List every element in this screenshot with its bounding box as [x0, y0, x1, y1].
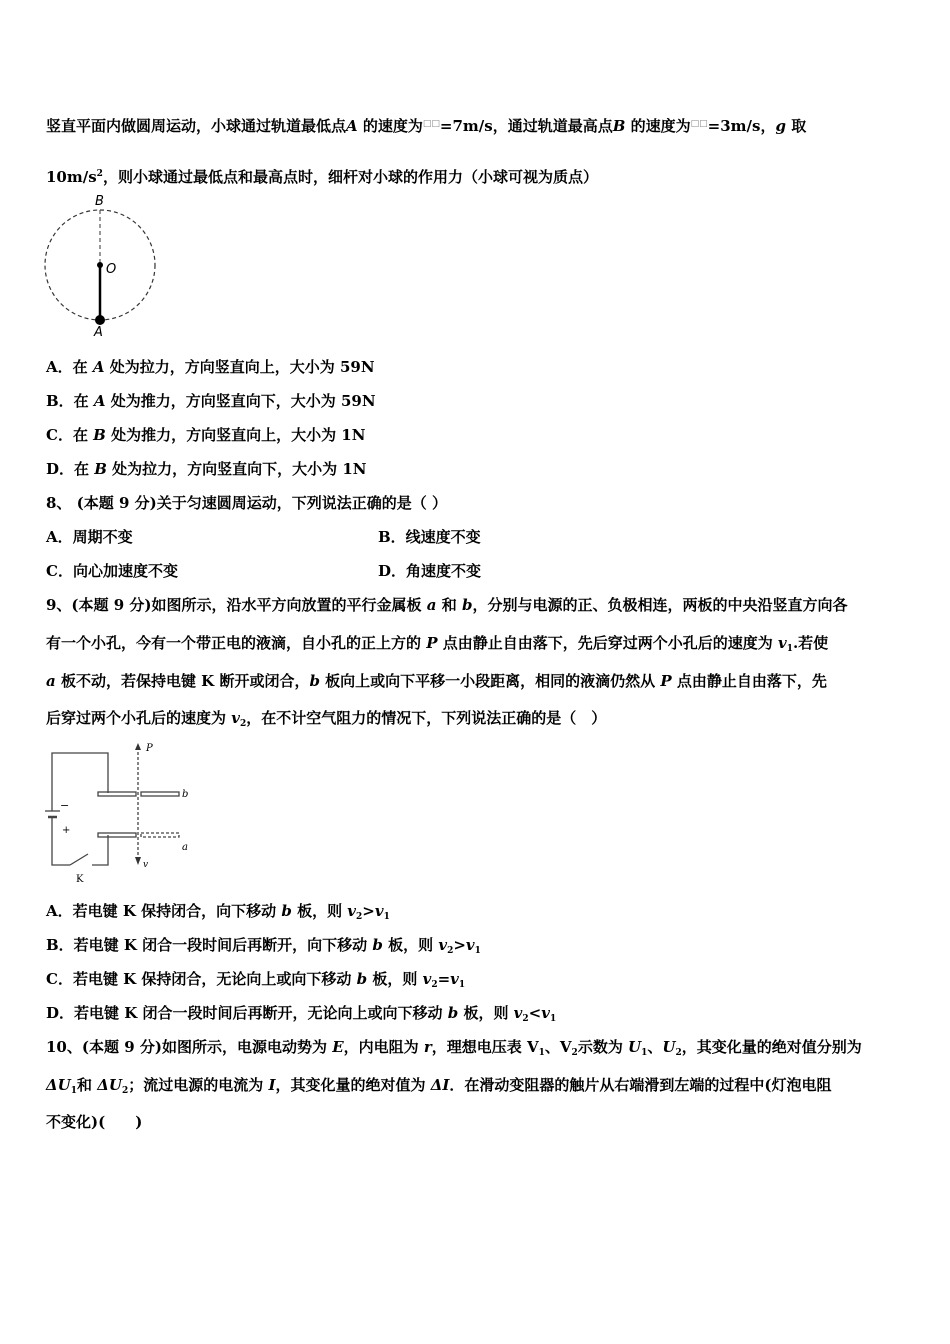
- text-segment: 示数为: [577, 1038, 629, 1056]
- text-segment: ，内电阻为: [343, 1038, 424, 1056]
- text-segment: 1: [474, 946, 481, 956]
- text-segment: A: [93, 392, 106, 410]
- text-segment: =7m/s，通过轨道最高点: [439, 117, 613, 135]
- text-segment: 和: [77, 1076, 98, 1094]
- text-segment: =3m/s，: [707, 117, 776, 135]
- text-line: [46, 595, 847, 615]
- text-line: [46, 708, 606, 734]
- text-segment: v: [450, 970, 459, 988]
- text-line: [46, 425, 365, 445]
- label-p: P: [146, 743, 153, 754]
- label-v: v: [143, 860, 149, 870]
- text-segment: A．周期不变: [46, 528, 133, 546]
- text-segment: ΔI: [430, 1076, 450, 1094]
- text-segment: ；流过电源的电流为: [128, 1076, 269, 1094]
- text-segment: ，其变化量的绝对值分别为: [681, 1038, 862, 1056]
- text-line: [46, 527, 133, 547]
- text-line: [46, 164, 598, 187]
- text-segment: 2: [447, 946, 454, 956]
- text-segment: 处为推力，方向竖直向上，大小为 1N: [105, 426, 366, 444]
- text-segment: 2: [431, 980, 438, 990]
- text-segment: 2: [675, 1048, 682, 1058]
- text-segment: 点由静止自由落下，先: [671, 672, 827, 690]
- text-line: [46, 935, 481, 961]
- text-segment: A．在: [46, 358, 93, 376]
- text-segment: 和: [436, 596, 462, 614]
- text-segment: v: [541, 1004, 550, 1022]
- text-segment: 板不动，若保持电键 K 断开或闭合，: [55, 672, 310, 690]
- text-segment: 9、(本题 9 分)如图所示，沿水平方向放置的平行金属板: [46, 596, 427, 614]
- text-segment: b: [281, 902, 292, 920]
- text-segment: 的速度为: [357, 117, 423, 135]
- text-segment: v: [231, 709, 240, 727]
- text-segment: b: [356, 970, 368, 988]
- text-segment: 有一个小孔，今有一个带正电的液滴，自小孔的正上方的: [46, 634, 427, 652]
- text-segment: B．线速度不变: [378, 528, 481, 546]
- text-segment: E: [332, 1038, 344, 1056]
- text-segment: 1: [641, 1048, 648, 1058]
- text-line: [46, 633, 828, 659]
- text-segment: ΔU: [46, 1076, 71, 1094]
- text-segment: 、: [647, 1038, 663, 1056]
- text-line: [46, 391, 376, 411]
- text-segment: >: [453, 936, 466, 954]
- text-segment: v: [513, 1004, 523, 1022]
- text-segment: B: [612, 117, 626, 135]
- text-segment: 板向上或向下平移一小段距离，相同的液滴仍然从: [319, 672, 661, 690]
- label-minus: −: [60, 799, 70, 812]
- text-segment: 8、 (本题 9 分)关于匀速圆周运动，下列说法正确的是（ ）: [46, 494, 447, 512]
- text-segment: 10m/s: [46, 168, 97, 186]
- text-segment: v: [347, 902, 357, 920]
- text-line: [46, 901, 390, 927]
- label-a: A: [94, 325, 103, 337]
- text-segment: 2: [356, 912, 363, 922]
- text-segment: 1: [786, 644, 793, 654]
- text-segment: P: [426, 634, 438, 652]
- text-segment: ΔU: [97, 1076, 122, 1094]
- text-segment: b: [447, 1004, 459, 1022]
- text-segment: 处为推力，方向竖直向下，大小为 59N: [105, 392, 376, 410]
- text-segment: 不变化)( ): [46, 1113, 143, 1131]
- text-segment: □□: [690, 119, 708, 129]
- text-segment: 1: [538, 1048, 545, 1058]
- text-segment: A: [346, 117, 358, 135]
- text-line: [46, 671, 827, 691]
- label-o: O: [106, 262, 117, 277]
- text-line: [46, 1112, 142, 1132]
- text-segment: 板，则: [382, 936, 439, 954]
- text-segment: 处为拉力，方向竖直向上，大小为 59N: [104, 358, 375, 376]
- text-segment: A: [92, 358, 105, 376]
- circle-motion-figure: [40, 192, 170, 337]
- label-a-plate: a: [182, 842, 188, 853]
- text-segment: 处为拉力，方向竖直向下，大小为 1N: [106, 460, 367, 478]
- text-segment: v: [438, 936, 448, 954]
- text-segment: A．若电键 K 保持闭合，向下移动: [46, 902, 282, 920]
- text-segment: v: [465, 936, 475, 954]
- text-segment: .若使: [792, 634, 829, 652]
- text-segment: 2: [121, 1086, 129, 1096]
- text-segment: b: [372, 936, 383, 954]
- text-segment: 后穿过两个小孔后的速度为: [46, 709, 232, 727]
- text-segment: <: [528, 1004, 542, 1022]
- text-segment: 1: [383, 912, 390, 922]
- text-line: [46, 1075, 832, 1101]
- text-line: [378, 527, 481, 547]
- text-segment: 点由静止自由落下，先后穿过两个小孔后的速度为: [437, 634, 778, 652]
- text-segment: D．角速度不变: [378, 562, 482, 580]
- text-segment: B: [94, 460, 107, 478]
- label-plus: +: [62, 825, 71, 836]
- text-segment: b: [309, 672, 320, 690]
- text-segment: 1: [70, 1086, 77, 1096]
- text-line: [46, 357, 375, 377]
- text-line: [46, 459, 367, 479]
- text-segment: a: [426, 596, 437, 614]
- text-segment: 取: [785, 117, 807, 135]
- text-segment: 1: [549, 1014, 557, 1024]
- text-segment: b: [461, 596, 473, 614]
- text-segment: 1: [458, 980, 466, 990]
- label-b: B: [95, 194, 104, 209]
- text-segment: 板，则: [367, 970, 423, 988]
- text-segment: ，则小球通过最低点和最高点时，细杆对小球的作用力（小球可视为质点）: [102, 168, 598, 186]
- text-segment: D．在: [46, 460, 95, 478]
- text-segment: D．若电键 K 闭合一段时间后再断开，无论向上或向下移动: [46, 1004, 448, 1022]
- text-segment: P: [660, 672, 672, 690]
- text-segment: ，分别与电源的正、负极相连，两板的中央沿竖直方向各: [472, 596, 848, 614]
- text-segment: B: [93, 426, 106, 444]
- text-segment: v: [777, 634, 787, 652]
- text-segment: B．若电键 K 闭合一段时间后再断开，向下移动: [46, 936, 373, 954]
- text-segment: a: [46, 672, 56, 690]
- text-segment: >: [362, 902, 375, 920]
- text-line: [46, 114, 806, 136]
- text-segment: U: [662, 1038, 676, 1056]
- text-segment: v: [422, 970, 432, 988]
- label-k: K: [76, 874, 84, 885]
- text-segment: ，在不计空气阻力的情况下，下列说法正确的是（ ）: [246, 709, 607, 727]
- text-segment: 板，则: [291, 902, 348, 920]
- text-segment: ，理想电压表 V: [431, 1038, 539, 1056]
- text-segment: C．在: [46, 426, 94, 444]
- text-segment: =: [437, 970, 451, 988]
- text-line: [46, 1037, 862, 1063]
- text-segment: □□: [422, 119, 440, 129]
- text-segment: ，其变化量的绝对值为: [275, 1076, 431, 1094]
- text-segment: 2: [96, 169, 103, 179]
- text-line: [46, 493, 447, 513]
- text-segment: 2: [571, 1048, 578, 1058]
- text-line: [378, 561, 481, 581]
- text-segment: B．在: [46, 392, 94, 410]
- text-line: [46, 561, 178, 581]
- text-segment: r: [423, 1038, 432, 1056]
- text-segment: 的速度为: [625, 117, 691, 135]
- capacitor-circuit-figure: [40, 735, 200, 885]
- text-line: [46, 1003, 556, 1029]
- text-segment: C．若电键 K 保持闭合，无论向上或向下移动: [46, 970, 357, 988]
- text-segment: 10、(本题 9 分)如图所示，电源电动势为: [46, 1038, 333, 1056]
- text-line: [46, 969, 465, 995]
- text-segment: 、V: [544, 1038, 572, 1056]
- text-segment: 2: [522, 1014, 529, 1024]
- text-segment: U: [628, 1038, 642, 1056]
- text-segment: ．在滑动变阻器的触片从右端滑到左端的过程中(灯泡电阻: [449, 1076, 832, 1094]
- ball: [95, 315, 105, 325]
- text-segment: 竖直平面内做圆周运动，小球通过轨道最低点: [46, 117, 347, 135]
- text-segment: 板，则: [458, 1004, 514, 1022]
- label-b-plate: b: [182, 789, 189, 800]
- text-segment: v: [374, 902, 384, 920]
- text-segment: 2: [239, 719, 247, 729]
- text-segment: C．向心加速度不变: [46, 562, 178, 580]
- center-point: [97, 262, 103, 268]
- text-segment: g: [775, 117, 786, 135]
- text-segment: I: [268, 1076, 276, 1094]
